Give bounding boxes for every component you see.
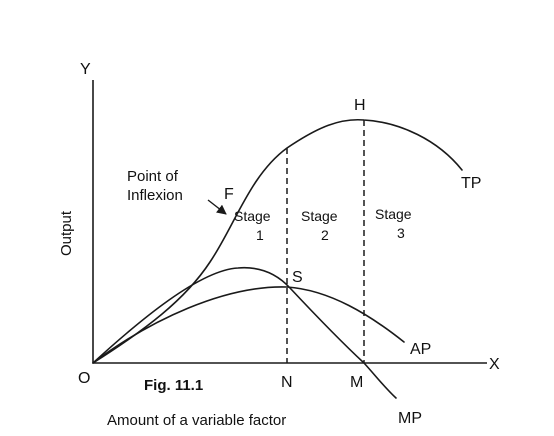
stage-3-number: 3	[397, 225, 405, 241]
stage-1-title: Stage	[234, 208, 271, 224]
point-h-label: H	[354, 97, 366, 114]
stage-2-number: 2	[321, 227, 329, 243]
point-f-label: F	[224, 186, 234, 203]
stage-1-number: 1	[256, 227, 264, 243]
stage-2-title: Stage	[301, 208, 338, 224]
ap-curve	[93, 287, 404, 363]
y-axis-title: Output	[58, 210, 75, 256]
ap-label: AP	[410, 341, 432, 358]
x-axis-letter: X	[489, 356, 500, 373]
mp-label: MP	[398, 410, 422, 427]
point-s-label: S	[292, 269, 303, 286]
figure-caption: Fig. 11.1	[144, 377, 204, 394]
inflexion-label-line1: Point of	[127, 168, 178, 185]
origin-label: O	[78, 370, 91, 387]
stage-3-title: Stage	[375, 206, 412, 222]
x-axis-title: Amount of a variable factor	[107, 412, 287, 429]
point-n-label: N	[281, 374, 293, 391]
y-axis-letter: Y	[80, 61, 91, 78]
point-m-label: M	[350, 374, 364, 391]
tp-label: TP	[461, 175, 482, 192]
inflexion-label-line2: Inflexion	[127, 187, 183, 204]
